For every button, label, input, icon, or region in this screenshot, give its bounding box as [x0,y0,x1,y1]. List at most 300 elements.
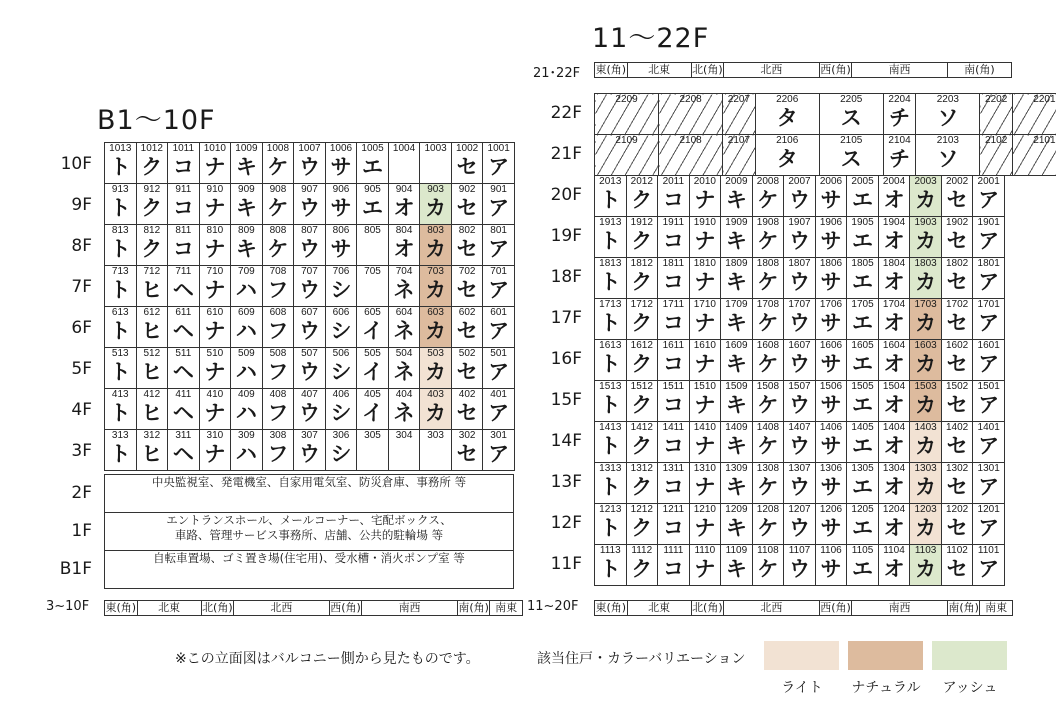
unit-type: エ [852,393,874,417]
unit-type: オ [883,475,905,499]
unit-cell [878,340,910,381]
unit-cell [658,381,690,422]
unit-number: 509 [238,348,255,359]
floor-label: 13F [550,472,582,492]
unit-number: 911 [175,184,192,195]
unit-cell [231,143,263,184]
unit-number: 1607 [788,340,811,351]
unit-number: 1106 [820,545,842,556]
unit-type [420,155,451,179]
unit-number: 803 [427,225,444,236]
unit-cell [973,504,1005,545]
unit-cell [626,422,658,463]
unit-number: 1012 [140,143,163,154]
unit-number: 413 [111,389,129,400]
unit-type: ト [599,516,621,540]
unit-cell [420,348,452,389]
unit-type: セ [946,557,968,581]
unit-type: ナ [204,401,226,425]
unit-number: 409 [238,389,255,400]
unit-number: 906 [332,184,350,195]
unit-number: 809 [238,225,255,236]
unit-type: ア [488,155,510,179]
unit-cell [658,545,690,586]
legend-title: 該当住戸・カラーバリエーション [537,651,746,667]
unit-number: 2006 [819,176,843,187]
unit-type: ナ [204,319,226,343]
unit-number: 308 [269,430,287,441]
facility-desc [105,551,514,589]
unit-cell [878,422,910,463]
unit-number: 1411 [662,422,685,433]
unit-type: コ [662,434,684,458]
unit-cell [883,94,916,135]
unit-cell [973,258,1005,299]
unit-cell [420,143,452,184]
unit-cell [755,135,819,176]
unit-cell [420,430,452,471]
unit-cell [420,225,452,266]
unit-cell [721,340,753,381]
unit-cell [878,299,910,340]
unit-cell [752,463,784,504]
unit-number: 1105 [851,545,874,556]
unit-number: 2109 [615,135,638,146]
floor-row [595,258,1005,299]
unit-number: 1807 [788,258,811,269]
unit-number: 1702 [945,299,969,310]
unit-number: 1301 [977,463,1000,474]
unit-number: 2103 [936,135,959,146]
unit-number: 910 [206,184,224,195]
direction-cell: 南東 [490,601,523,616]
unit-number: 1205 [851,504,874,515]
unit-cell [910,176,942,217]
unit-type: ウ [788,352,810,376]
unit-cell [136,348,168,389]
unit-type: ヘ [172,360,194,384]
floor-row [105,143,515,184]
unit-type: フ [267,278,289,302]
unit-cell [784,422,816,463]
unit-type: ウ [298,155,320,179]
unit-cell [819,94,883,135]
unit-cell [941,422,973,463]
unit-cell [626,258,658,299]
unit-type: エ [852,352,874,376]
unit-cell [973,217,1005,258]
unit-type: サ [820,393,842,417]
unit-type: カ [425,360,447,384]
unit-number: 1802 [945,258,969,269]
unit-cell [910,340,942,381]
unit-number: 410 [206,389,224,400]
unit-cell [973,176,1005,217]
unit-number: 1812 [630,258,653,269]
unit-number: 1905 [851,217,874,228]
unit-type: ナ [694,393,716,417]
unit-number: 903 [427,184,444,195]
unit-cell [136,389,168,430]
floor-label: 22F [550,103,582,123]
direction-cell: 北(角) [692,63,723,76]
unit-number: 1605 [851,340,874,351]
unit-type: ア [488,278,510,302]
unit-type: サ [820,311,842,335]
unit-number: 904 [395,184,413,195]
unit-cell [941,299,973,340]
unit-number: 505 [364,348,381,359]
unit-cell [721,258,753,299]
unit-number: 1909 [725,217,748,228]
unit-type: コ [662,393,684,417]
right-title: 11～22F [592,23,710,54]
unit-number: 1010 [203,143,226,154]
unit-number: 807 [301,225,318,236]
unit-type: ト [599,270,621,294]
floor-row [595,545,1005,586]
unit-number: 502 [458,348,476,359]
unit-number: 406 [332,389,350,400]
unit-type: ウ [298,319,320,343]
unit-type: ウ [788,188,810,212]
unit-type: ケ [267,237,289,261]
unit-type: ネ [393,401,415,425]
unit-cell [752,258,784,299]
unit-type: ケ [267,155,289,179]
unit-number: 1506 [819,381,843,392]
unit-type: ウ [788,229,810,253]
unit-cell [847,504,879,545]
unit-type: カ [915,557,937,581]
direction-cell: 北東 [627,63,691,78]
unit-cell [689,381,721,422]
unit-cell [941,463,973,504]
unit-cell [231,184,263,225]
unit-number: 1804 [882,258,906,269]
unit-type: ク [631,311,653,335]
unit-cell [878,176,910,217]
facility-table [104,474,514,589]
unit-type: ケ [757,475,779,499]
unit-type: ア [488,237,510,261]
unit-cell [973,299,1005,340]
unit-type: ト [599,352,621,376]
unit-cell [294,225,326,266]
unit-type: キ [235,196,257,220]
unit-cell [136,225,168,266]
floor-row [595,381,1005,422]
unit-type: サ [820,188,842,212]
left-unit-grid [104,142,515,471]
unit-cell [199,348,231,389]
unit-cell [752,217,784,258]
unit-number: 1206 [819,504,843,515]
direction-cell: 北西 [724,63,820,78]
unit-cell [231,430,263,471]
legend-swatch-ash [932,641,1007,670]
unit-number: 307 [301,430,318,441]
unit-type: コ [172,155,194,179]
unit-number: 601 [490,307,507,318]
unit-cell [483,266,515,307]
unit-number: 2011 [662,176,685,187]
unit-number: 2108 [679,135,702,146]
unit-cell [941,176,973,217]
unit-number: 302 [458,430,476,441]
unit-type: オ [883,557,905,581]
floor-label: 10F [60,154,92,174]
direction-cell: 西(角) [820,63,851,76]
unit-number: 706 [332,266,350,277]
unit-type: ケ [757,229,779,253]
unit-cell [941,381,973,422]
unit-cell [784,299,816,340]
unit-type: オ [883,434,905,458]
unit-cell [420,184,452,225]
unit-number: 802 [458,225,476,236]
unit-cell [420,307,452,348]
unit-number: 1706 [819,299,843,310]
unit-number: 1710 [693,299,716,310]
unit-number: 1002 [455,143,479,154]
unit-type: サ [330,155,352,179]
unit-number: 1406 [819,422,843,433]
unit-type: ア [488,319,510,343]
unit-cell [689,545,721,586]
unit-type: ケ [757,516,779,540]
unit-cell [689,258,721,299]
unit-type: オ [883,270,905,294]
unit-cell [689,463,721,504]
unit-type: ア [978,311,1000,335]
unit-number: 2101 [1033,135,1056,146]
unit-type: ハ [235,360,257,384]
direction-cell: 南西 [362,601,458,616]
unit-cell [451,430,483,471]
upper-unit-grid [594,93,1056,176]
unit-type: ネ [393,360,415,384]
unit-number: 1708 [756,299,780,310]
unit-number: 504 [395,348,413,359]
unit-cell [595,381,627,422]
direction-cell: 北(角) [692,601,723,614]
unit-number: 405 [364,389,381,400]
unit-type [389,155,420,179]
unit-type [659,106,722,130]
unit-number: 905 [364,184,381,195]
unit-cell [721,217,753,258]
unit-type: ナ [694,188,716,212]
direction-cell: 東(角) [595,63,627,76]
unit-number: 604 [395,307,413,318]
direction-cell: 北西 [724,601,820,616]
unit-type: サ [330,237,352,261]
unit-number: 1604 [882,340,906,351]
unit-number: 908 [269,184,287,195]
unit-number: 2208 [679,94,702,105]
unit-cell [136,307,168,348]
unit-number: 508 [269,348,287,359]
floor-label: 5F [71,359,92,379]
unit-cell [168,389,200,430]
unit-type: セ [456,401,478,425]
unit-cell [910,299,942,340]
floor-row [595,135,1056,176]
unit-number: 1308 [756,463,780,474]
floor-label: 17F [550,308,582,328]
unit-type [723,147,755,171]
unit-number: 513 [111,348,129,359]
unit-type: セ [456,155,478,179]
unit-type: カ [915,516,937,540]
unit-type: ウ [788,475,810,499]
unit-number: 603 [427,307,444,318]
unit-number: 404 [395,389,413,400]
unit-type: ト [109,360,131,384]
floor-label: 18F [550,267,582,287]
direction-cell: 南西 [852,63,948,78]
unit-type: サ [820,475,842,499]
unit-cell [105,430,137,471]
unit-number: 1311 [662,463,685,474]
unit-cell [325,307,357,348]
unit-number: 1007 [298,143,321,154]
unit-cell [973,422,1005,463]
right-direction-bar [594,600,1013,616]
floor-label: 7F [71,277,92,297]
unit-cell [136,184,168,225]
unit-cell [388,266,420,307]
unit-cell [815,176,847,217]
unit-number: 1512 [630,381,653,392]
direction-cell: 南東 [980,601,1013,616]
facility-desc [105,513,514,551]
unit-type: オ [393,237,415,261]
unit-cell [626,545,658,586]
direction-cell: 東(角) [595,601,627,614]
unit-type: カ [915,434,937,458]
unit-number: 1603 [914,340,937,351]
unit-cell [752,545,784,586]
unit-number: 909 [238,184,255,195]
unit-type: キ [235,155,257,179]
unit-cell [847,463,879,504]
unit-type: ケ [267,196,289,220]
unit-cell [231,266,263,307]
right-direction-label: 11~20F [527,599,579,614]
unit-type: オ [883,311,905,335]
unit-cell [941,217,973,258]
unit-type [357,278,388,302]
unit-cell [483,430,515,471]
unit-number: 1803 [914,258,937,269]
unit-number: 2012 [630,176,653,187]
unit-cell [752,381,784,422]
unit-cell [815,340,847,381]
unit-number: 1003 [424,143,447,154]
unit-number: 1913 [599,217,622,228]
unit-cell [451,143,483,184]
unit-number: 610 [206,307,224,318]
unit-cell [941,545,973,586]
unit-type: フ [267,319,289,343]
unit-type: オ [883,516,905,540]
unit-cell [815,504,847,545]
unit-number: 1103 [914,545,937,556]
unit-type: ア [978,393,1000,417]
unit-number: 1404 [882,422,906,433]
unit-cell [941,504,973,545]
unit-type: キ [725,557,747,581]
direction-cell: 南(角) [947,63,1011,78]
unit-number: 1112 [631,545,653,556]
unit-cell [658,340,690,381]
unit-type: セ [946,188,968,212]
unit-type: コ [662,516,684,540]
unit-cell [973,340,1005,381]
unit-number: 1101 [977,545,1000,556]
unit-type: ヘ [172,401,194,425]
left-direction-label: 3~10F [46,599,90,614]
unit-type: ウ [298,237,320,261]
unit-number: 912 [143,184,161,195]
unit-number: 2205 [840,94,863,105]
unit-cell [199,307,231,348]
unit-type: ク [631,393,653,417]
unit-cell [595,545,627,586]
unit-number: 2002 [945,176,969,187]
unit-cell [910,381,942,422]
unit-type: ナ [694,557,716,581]
unit-type [595,106,658,130]
unit-cell [721,463,753,504]
unit-number: 1303 [914,463,937,474]
unit-cell [752,422,784,463]
unit-cell [388,348,420,389]
unit-cell [325,266,357,307]
floor-row [105,430,515,471]
unit-number: 411 [175,389,192,400]
unit-type: フ [267,442,289,466]
unit-number: 1207 [788,504,811,515]
legend-swatch-light [764,641,839,670]
unit-number: 801 [490,225,507,236]
unit-number: 1412 [630,422,653,433]
unit-type: ト [599,229,621,253]
unit-cell [784,176,816,217]
unit-number: 1401 [977,422,1000,433]
unit-cell [388,430,420,471]
unit-cell [595,299,627,340]
unit-type: ネ [393,319,415,343]
unit-cell [658,422,690,463]
unit-number: 501 [490,348,507,359]
unit-type: ケ [757,393,779,417]
unit-number: 1013 [109,143,132,154]
unit-number: 2202 [985,94,1008,105]
unit-type: カ [915,393,937,417]
unit-cell [294,389,326,430]
unit-cell [388,389,420,430]
unit-cell [483,307,515,348]
floor-label: 11F [550,554,582,574]
unit-number: 1306 [819,463,843,474]
unit-type: セ [946,352,968,376]
unit-number: 1904 [882,217,906,228]
unit-cell [1012,94,1056,135]
unit-type: キ [725,188,747,212]
